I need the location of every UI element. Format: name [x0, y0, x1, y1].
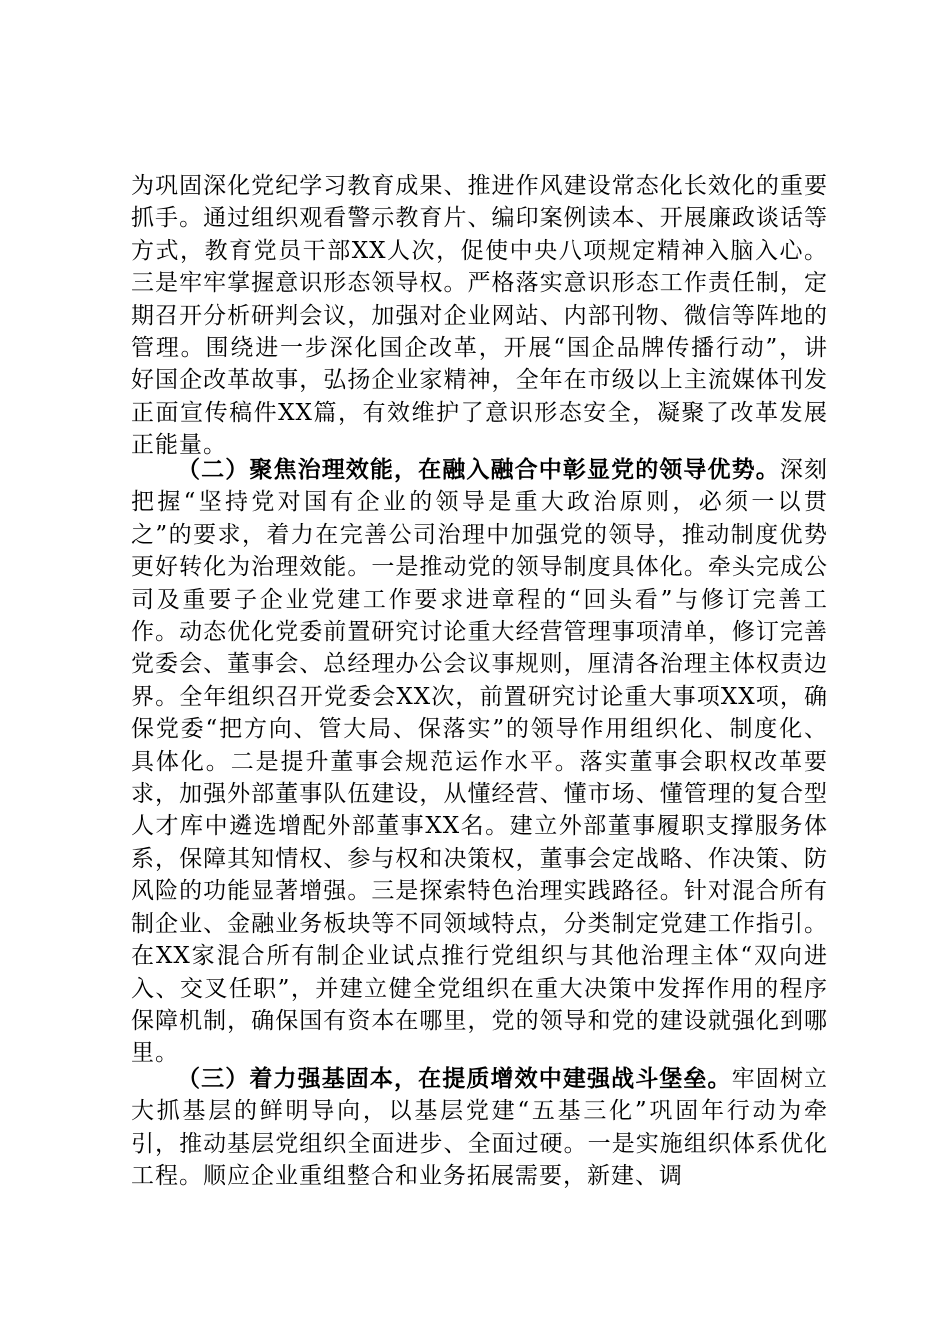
section-3-heading: （三）着力强基固本，在提质增效中建强战斗堡垒。	[177, 1065, 732, 1092]
section-2-paragraph	[131, 454, 828, 1070]
section-2-body: 深刻把握“坚持党对国有企业的领导是重大政治原则，必须一以贯之”的要求，着力在完善公司治理中加强党的领导，推动制度优势更好转化为治理效能。一是推动党的领导制度具体化。牵头完成公司及重要子企业党建工作要求进章程的“回头看”与修订完善工作。动态优化党委前置研究讨论重大经营管理事项清单，修订完善党委会、董事会、总经理办公会议事规则，厘清各治理主体权责边界。全年组织召开党委会XX次，前置研究讨论重大事项XX项，确保党委“把方向、管大局、保落实”的领导作用组织化、制度化、具体化。二是提升董事会规范运作水平。落实董事会职权改革要求，加强外部董事队伍建设，从懂经营、懂市场、懂管理的复合型人才库中遴选增配外部董事XX名。建立外部董事履职支撑服务体系，保障其知情权、参与权和决策权，董事会定战略、作决策、防风险的功能显著增强。三是探索特色治理实践路径。针对混合所有制企业、金融业务板块等不同领域特点，分类制定党建工作指引。在XX家混合所有制企业试点推行党组织与其他治理主体“双向进入、交叉任职”，并建立健全党组织在重大决策中发挥作用的程序保障机制，确保国有资本在哪里，党的领导和党的建设就强化到哪里。	[131, 457, 829, 1067]
section-2-heading: （二）聚焦治理效能，在融入融合中彰显党的领导优势。	[177, 456, 780, 483]
section-3-body: 牢固树立大抓基层的鲜明导向，以基层党建“五基三化”巩固年行动为牵引，推动基层党组织全面进步、全面过硬。一是实施组织体系优化工程。顺应企业重组整合和业务拓展需要，新建、调	[131, 1066, 829, 1190]
paragraph-text: 为巩固深化党纪学习教育成果、推进作风建设常态化长效化的重要抓手。通过组织观看警示教育片、编印案例读本、开展廉政谈话等方式，教育党员干部XX人次，促使中央八项规定精神入脑入心。三是牢牢掌握意识形态领导权。严格落实意识形态工作责任制，定期召开分析研判会议，加强对企业网站、内部刊物、微信等阵地的管理。围绕进一步深化国企改革，开展“国企品牌传播行动”，讲好国企改革故事，弘扬企业家精神，全年在市级以上主流媒体刊发正面宣传稿件XX篇，有效维护了意识形态安全，凝聚了改革发展正能量。	[131, 173, 828, 459]
section-3	[131, 1063, 828, 1193]
section-2	[131, 454, 828, 1070]
paragraph-continuation	[131, 170, 828, 462]
section-3-paragraph	[131, 1063, 828, 1193]
